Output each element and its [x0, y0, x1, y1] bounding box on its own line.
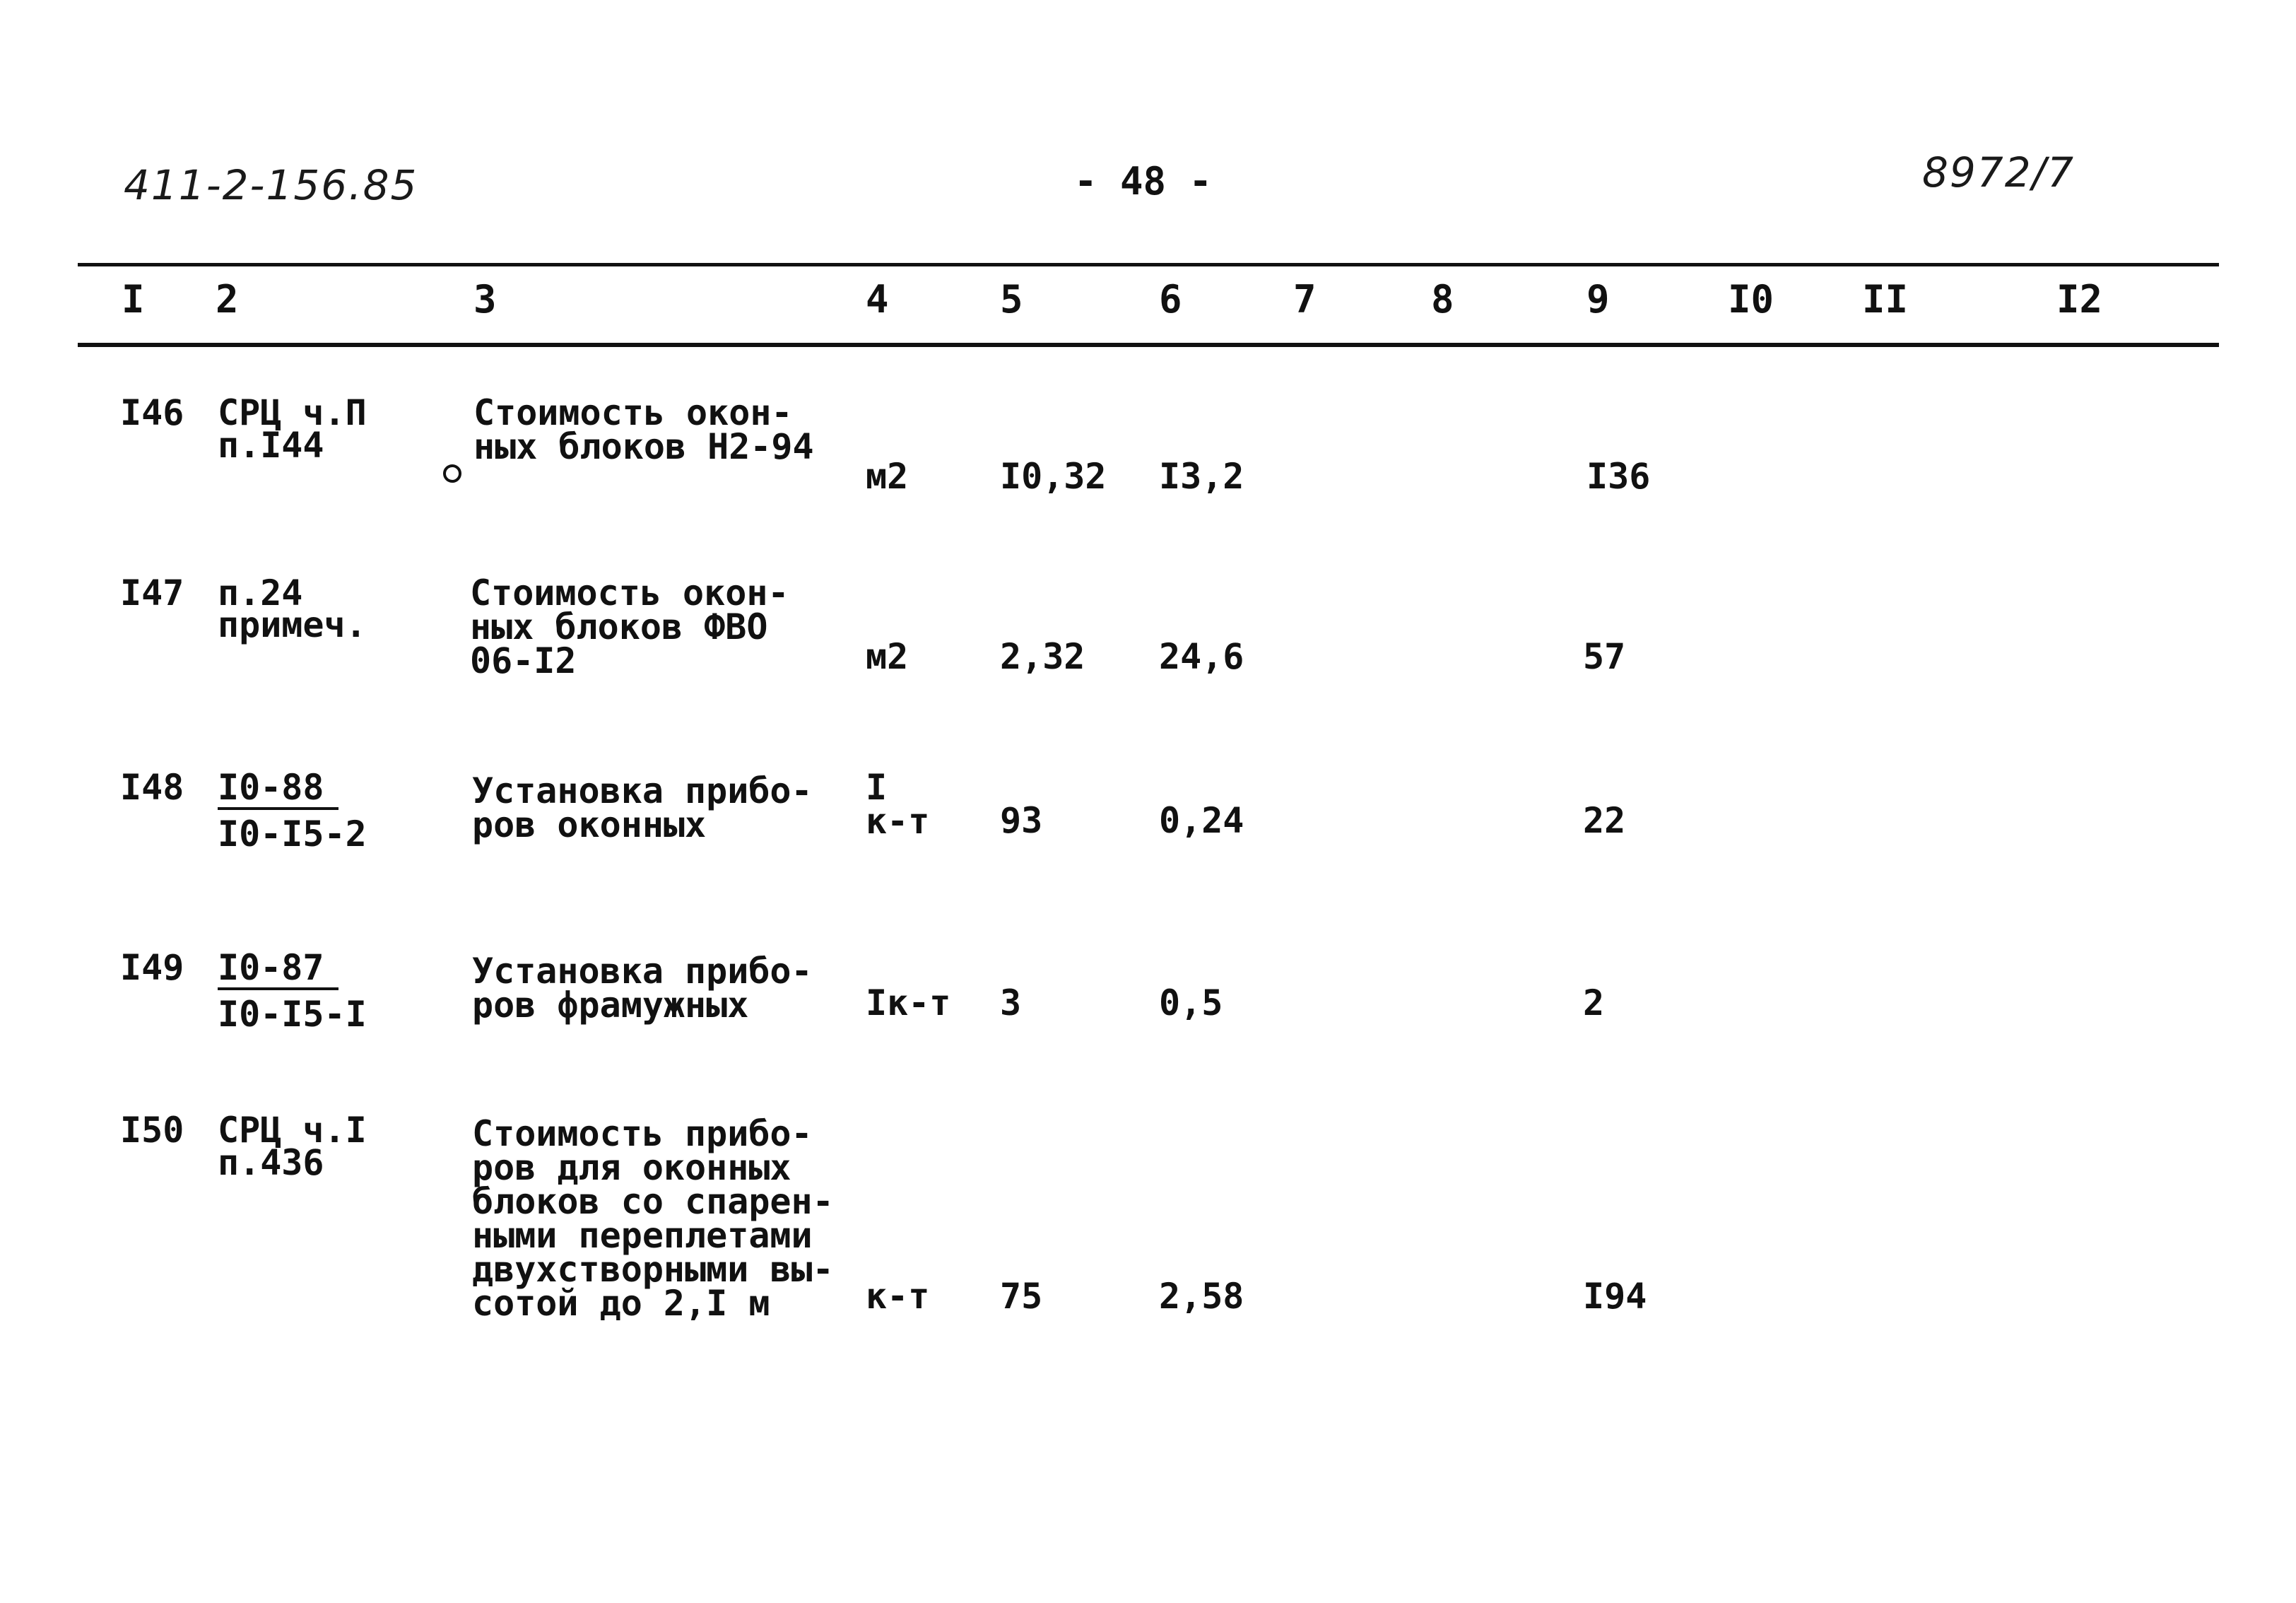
row-149-ref-numerator: I0-87 — [218, 951, 338, 990]
row-148-ref-numerator: I0-88 — [218, 770, 338, 810]
column-header-4: 4 — [866, 277, 889, 322]
row-146-quantity: I0,32 — [1000, 456, 1107, 497]
row-147-ref-1: п.24 — [218, 572, 303, 613]
row-149-unit: Iк-т — [866, 982, 951, 1023]
column-header-11: II — [1862, 277, 1909, 322]
row-146-ref-2: п.I44 — [218, 425, 324, 466]
row-148-reference — [218, 767, 367, 855]
row-147-price: 24,6 — [1159, 636, 1244, 677]
row-148-total: 22 — [1583, 800, 1626, 841]
row-148-unit: I к-т — [866, 767, 930, 842]
row-148-quantity: 93 — [1000, 800, 1043, 841]
row-146-id: I46 — [120, 392, 184, 433]
row-149-price: 0,5 — [1159, 982, 1223, 1023]
row-146-total: I36 — [1586, 456, 1651, 497]
row-147-id: I47 — [120, 572, 184, 613]
row-146-price: I3,2 — [1159, 456, 1244, 497]
column-header-12: I2 — [2056, 277, 2103, 322]
column-header-6: 6 — [1159, 277, 1182, 322]
column-header-3: 3 — [473, 277, 497, 322]
row-149-ref-denominator: I0-I5-I — [218, 994, 367, 1035]
page-number: - 48 - — [1074, 159, 1213, 204]
row-147-description: Стоимость окон- ных блоков ФВО 06-I2 — [470, 572, 789, 681]
row-149-total: 2 — [1583, 982, 1605, 1023]
row-146-description: Стоимость окон- ных блоков Н2-94 — [473, 392, 814, 467]
table-header-rule — [78, 343, 2219, 347]
row-146-ref-1: СРЦ ч.П — [218, 392, 367, 433]
row-148-price: 0,24 — [1159, 800, 1244, 841]
table-top-rule — [78, 263, 2219, 266]
sheet-reference: 8972/7 — [1922, 148, 2076, 196]
row-150-ref-2: п.436 — [218, 1142, 324, 1183]
row-150-ref-1: СРЦ ч.I — [218, 1110, 367, 1151]
column-header-1: I — [122, 277, 145, 322]
row-150-id: I50 — [120, 1110, 184, 1151]
row-146-unit: м2 — [866, 456, 909, 497]
row-147-total: 57 — [1583, 636, 1626, 677]
row-148-description: Установка прибо- ров оконных — [472, 770, 813, 845]
row-149-reference — [218, 947, 367, 1035]
row-149-description: Установка прибо- ров фрамужных — [472, 951, 813, 1026]
row-147-quantity: 2,32 — [1000, 636, 1085, 677]
row-147-ref-2: примеч. — [218, 604, 367, 645]
circle-mark — [443, 464, 461, 483]
row-148-id: I48 — [120, 767, 184, 808]
column-header-10: I0 — [1728, 277, 1774, 322]
column-header-2: 2 — [216, 277, 239, 322]
column-header-5: 5 — [1000, 277, 1023, 322]
row-150-description: Стоимость прибо- ров для оконных блоков со спарен- ными переплетами двухстворными вы- сотой до 2,I м — [472, 1113, 834, 1324]
row-149-id: I49 — [120, 947, 184, 988]
column-header-7: 7 — [1293, 277, 1317, 322]
row-150-total: I94 — [1583, 1276, 1647, 1317]
row-148-ref-denominator: I0-I5-2 — [218, 814, 367, 855]
document-code: 411-2-156.85 — [124, 161, 418, 209]
column-header-8: 8 — [1431, 277, 1454, 322]
row-150-unit: к-т — [866, 1276, 930, 1317]
row-147-unit: м2 — [866, 636, 909, 677]
row-149-quantity: 3 — [1000, 982, 1022, 1023]
row-150-price: 2,58 — [1159, 1276, 1244, 1317]
column-header-9: 9 — [1586, 277, 1610, 322]
row-150-quantity: 75 — [1000, 1276, 1043, 1317]
